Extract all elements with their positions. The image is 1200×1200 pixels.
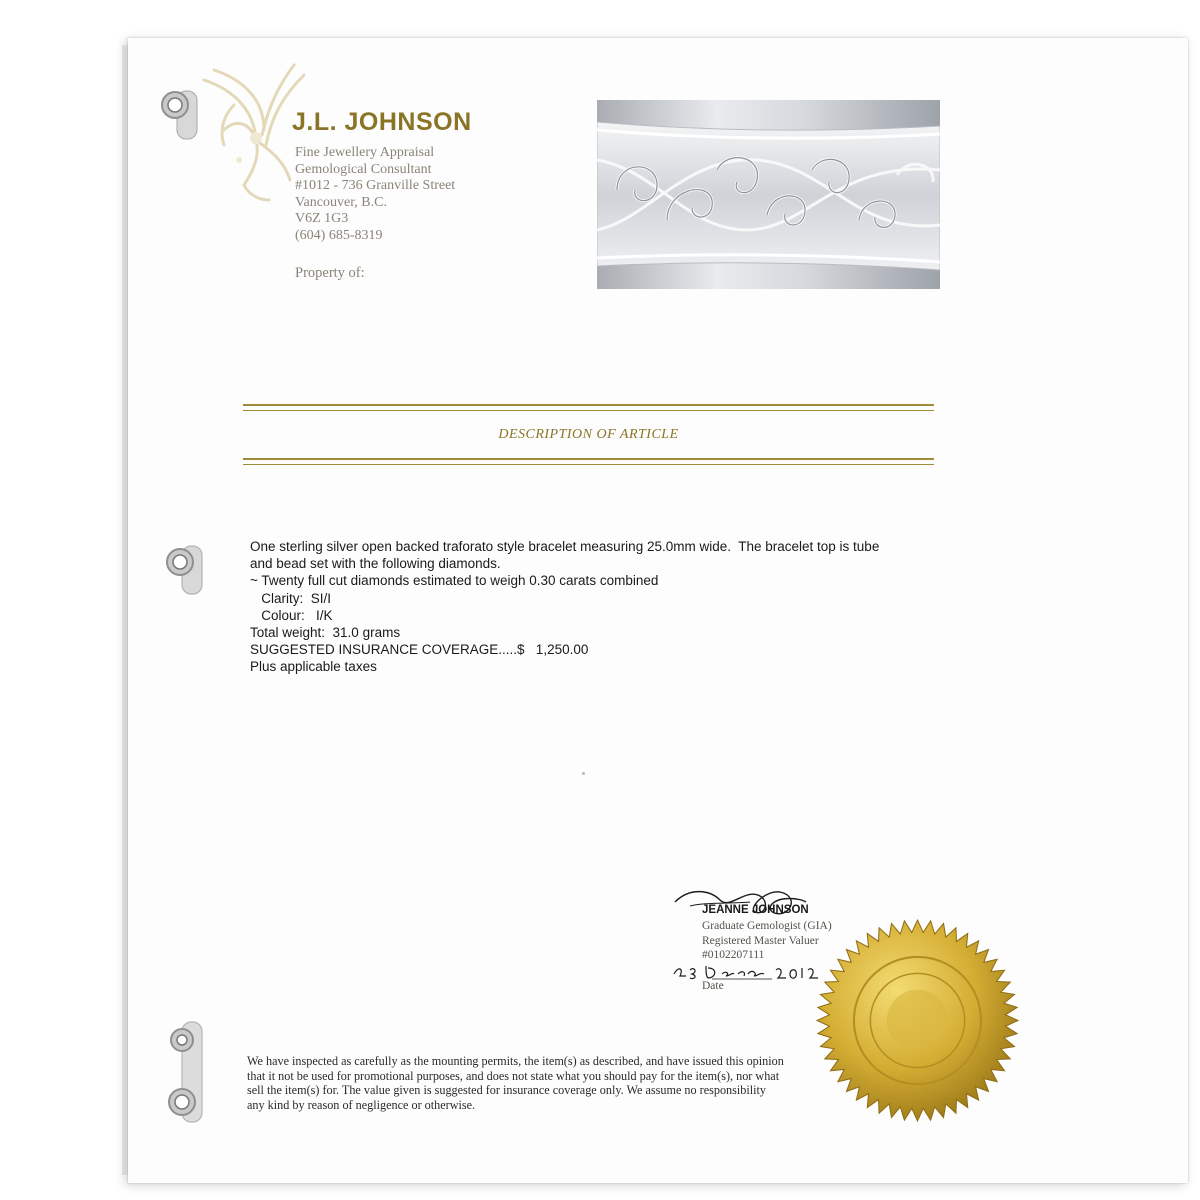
handwritten-signature bbox=[670, 882, 810, 924]
article-description bbox=[250, 538, 970, 676]
disclaimer-line: any kind by reason of negligence or otherwise. bbox=[247, 1097, 476, 1112]
signatory-credential: #0102207111 bbox=[702, 949, 765, 961]
property-of-label: Property of: bbox=[295, 265, 365, 281]
description-line: ~ Twenty full cut diamonds estimated to weigh 0.30 carats combined bbox=[250, 573, 659, 589]
binder-ring-icon bbox=[160, 540, 206, 600]
company-address bbox=[295, 145, 455, 244]
description-line: and bead set with the following diamonds. bbox=[250, 556, 501, 572]
disclaimer bbox=[247, 1054, 837, 1112]
signatory-credential: Graduate Gemologist (GIA) bbox=[702, 920, 832, 932]
paper-speck bbox=[582, 772, 585, 775]
description-line: SUGGESTED INSURANCE COVERAGE.....$ 1,250.00 bbox=[250, 642, 589, 658]
signatory-name: JEANNE JOHNSON bbox=[702, 904, 809, 916]
description-line: Plus applicable taxes bbox=[250, 659, 377, 675]
handwritten-date bbox=[672, 960, 822, 982]
address-line: V6Z 1G3 bbox=[295, 211, 349, 226]
date-label: Date bbox=[702, 980, 724, 992]
disclaimer-line: that it not be used for promotional purposes, and does not state what you should pay for the item(s), nor what bbox=[247, 1068, 780, 1083]
binder-ring-icon bbox=[162, 1020, 208, 1130]
address-line: (604) 685-8319 bbox=[295, 227, 383, 243]
description-line: One sterling silver open backed traforato style bracelet measuring 25.0mm wide. The bracelet top is tube bbox=[250, 539, 880, 554]
address-line: Fine Jewellery Appraisal bbox=[295, 145, 435, 160]
address-line: Vancouver, B.C. bbox=[295, 194, 387, 210]
address-line: Gemological Consultant bbox=[295, 161, 432, 177]
description-line: Clarity: SI/I bbox=[250, 590, 332, 606]
gold-seal-icon bbox=[815, 918, 1020, 1123]
bracelet-photo bbox=[597, 100, 940, 289]
section-heading: DESCRIPTION OF ARTICLE bbox=[498, 427, 679, 442]
description-line: Total weight: 31.0 grams bbox=[250, 625, 401, 641]
description-line: Colour: I/K bbox=[250, 607, 333, 623]
signatory-credential: Registered Master Valuer bbox=[702, 935, 819, 947]
company-name: J.L. JOHNSON bbox=[292, 108, 472, 136]
disclaimer-line: sell the item(s) for. The value given is suggested for insurance coverage only. We assume no responsibility bbox=[247, 1083, 767, 1097]
disclaimer-line: We have inspected as carefully as the mounting permits, the item(s) as described, and have issued this opinion bbox=[247, 1054, 784, 1068]
gold-rule-top bbox=[243, 404, 934, 411]
gold-rule-bottom bbox=[243, 458, 934, 465]
address-line: #1012 - 736 Granville Street bbox=[295, 178, 456, 193]
